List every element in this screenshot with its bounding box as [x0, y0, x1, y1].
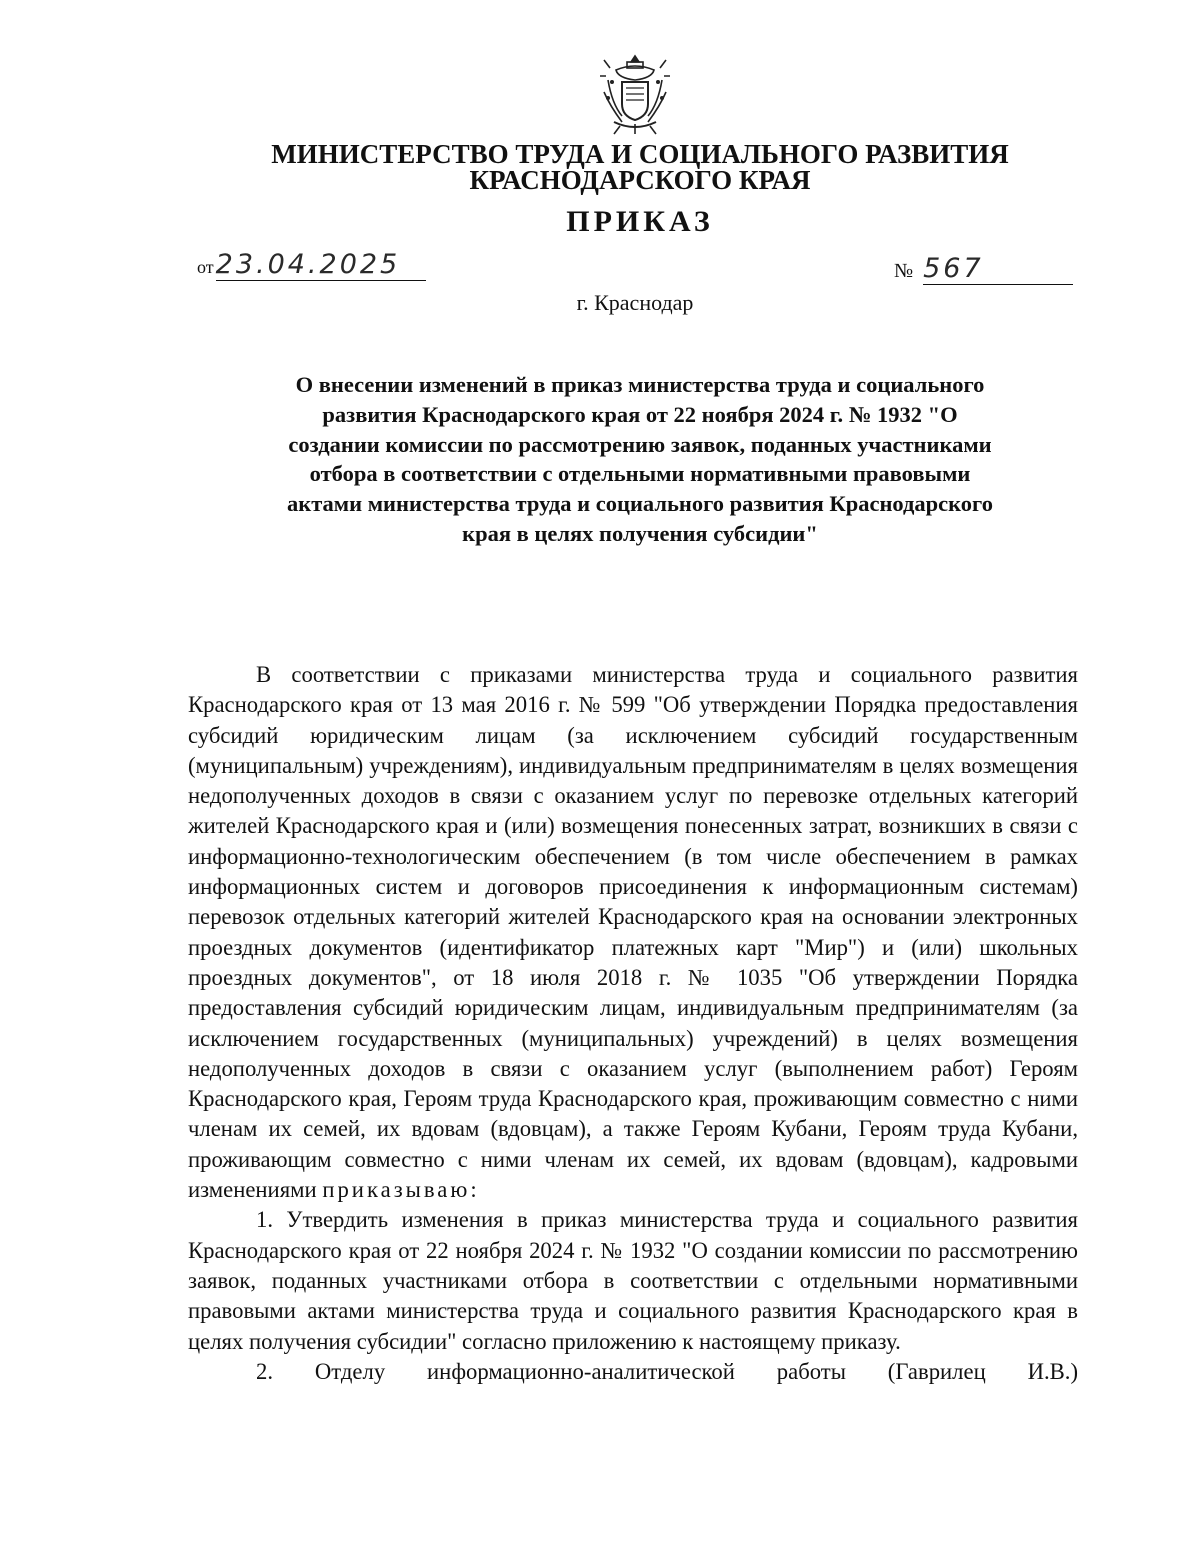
intro-verb: приказываю:	[322, 1177, 480, 1203]
document-title: О внесении изменений в приказ министерства труда и социального развития Краснодарского края от 22 ноября 2024 г. № 1932 "О создании комиссии по рассмотрению заявок, поданных участниками отбора в соответствии с отдельными нормативными правовыми актами министерства труда и социального развития Краснодарского края в целях получения субсидии"	[287, 372, 993, 546]
ministry-name-line2: КРАСНОДАРСКОГО КРАЯ	[469, 165, 811, 195]
date-label: от	[197, 257, 214, 277]
document-type: ПРИКАЗ	[566, 205, 714, 238]
document-body	[188, 660, 1078, 1387]
item-2-paragraph: 2. Отделу информационно-аналитической работы (Гаврилец И.В.)	[256, 1358, 1078, 1384]
ministry-name-line1: МИНИСТЕРСТВО ТРУДА И СОЦИАЛЬНОГО РАЗВИТИЯ	[271, 139, 1009, 169]
number-label: №	[894, 260, 914, 282]
intro-paragraph	[188, 660, 1078, 1205]
date-value: 23.04.2025	[216, 250, 426, 281]
number-value: 567	[923, 254, 1073, 285]
city: г. Краснодар	[576, 290, 694, 315]
date-row	[197, 250, 426, 281]
coat-of-arms-emblem	[596, 52, 674, 136]
item-1-paragraph: 1. Утвердить изменения в приказ министерства труда и социального развития Краснодарского края от 22 ноября 2024 г. № 1932 "О создании комиссии по рассмотрению заявок, поданных участниками отбора в соответствии с отдельными нормативными правовыми актами министерства труда и социального развития Краснодарского края в целях получения субсидии" согласно приложению к настоящему приказу.	[188, 1207, 1078, 1354]
number-row	[894, 254, 1073, 285]
intro-text: В соответствии с приказами министерства труда и социального развития Краснодарского края от 13 мая 2016 г. № 599 "Об утверждении Порядка предоставления субсидий юридическим лицам (за исключением субсидий государственным (муниципальным) учреждениям), индивидуальным предпринимателям в целях возмещения недополученных доходов в связи с оказанием услуг по перевозке отдельных категорий жителей Краснодарского края и (или) возмещения понесенных затрат, возникших в связи с информационно-технологическим обеспечением (в том числе обеспечением в рамках информационных систем и договоров присоединения к информационным системам) перевозок отдельных категорий жителей Краснодарского края на основании электронных проездных документов (идентификатор платежных карт "Мир") и (или) школьных проездных документов", от 18 июля 2018 г. № 1035 "Об утверждении Порядка предоставления субсидий юридическим лицам, индивидуальным предпринимателям (за исключением государственных (муниципальных) учреждений) в целях возмещения недополученных доходов в связи с оказанием услуг (выполнением работ) Героям Краснодарского края, Героям труда Краснодарского края, проживающим совместно с ними членам их семей, их вдовам (вдовцам), а также Героям Кубани, Героям труда Кубани, проживающим совместно с ними членам их семей, их вдовам (вдовцам), кадровыми изменениями	[188, 662, 1078, 1203]
